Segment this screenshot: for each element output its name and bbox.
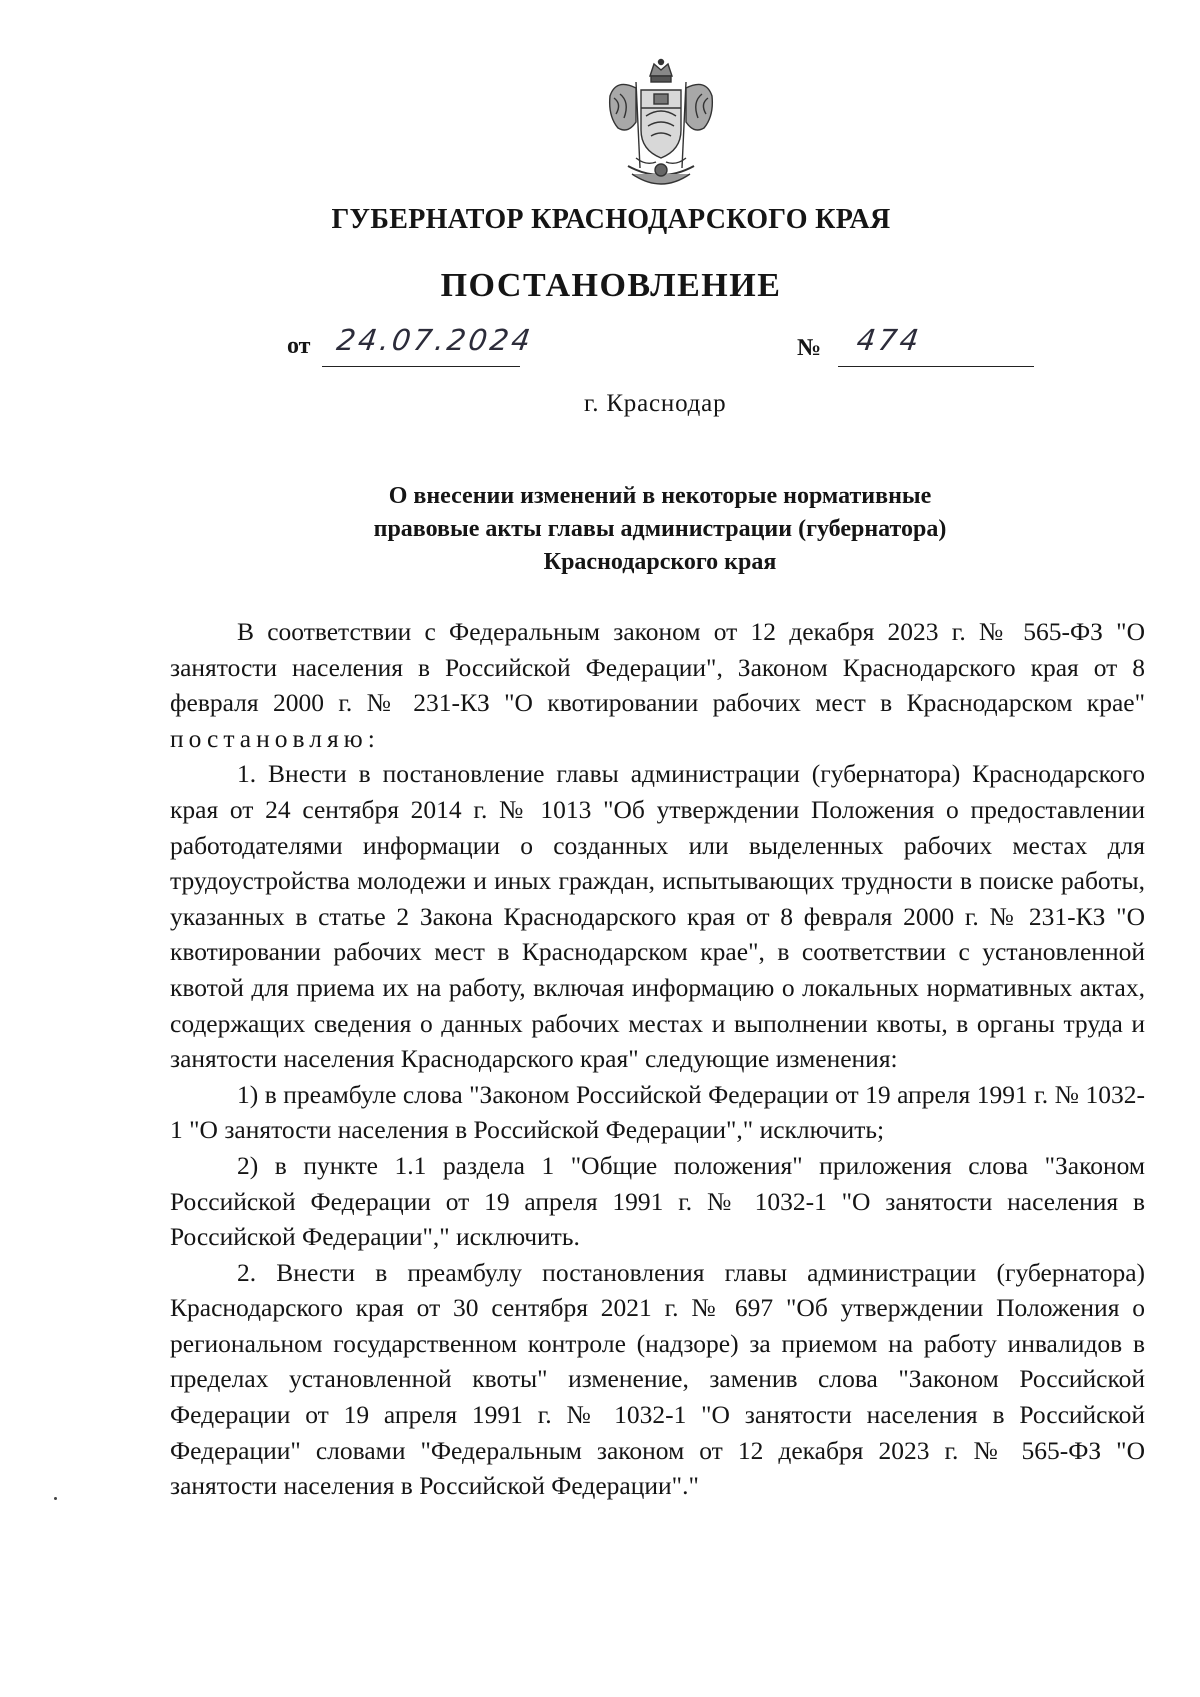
- preamble-text: В соответствии с Федеральным законом от 12 декабря 2023 г. № 565-ФЗ "О занятости населения в Российской Федерации", Законом Краснодарского края от 8 февраля 2000 г. № 231-КЗ "О квотировании рабочих мест в Краснодарском крае": [170, 617, 1145, 718]
- title-line: Краснодарского края: [543, 549, 777, 575]
- coat-of-arms-icon: [606, 58, 716, 198]
- date-underline: [322, 366, 520, 367]
- paragraph-item-2: 2. Внести в преамбулу постановления главы администрации (губернатора) Краснодарского края от 30 сентября 2021 г. № 697 "Об утверждении Положения о региональном государственном контроле (надзоре) за приемом на работу инвалидов в пределах установленной квоты" изменение, заменив слова "Законом Российской Федерации от 19 апреля 1991 г. № 1032-1 "О занятости населения в Российской Федерации" словами "Федеральным законом от 12 декабря 2023 г. № 565-ФЗ "О занятости населения в Российской Федерации".": [170, 1257, 1145, 1501]
- city: г. Краснодар: [584, 390, 727, 417]
- paragraph-subitem-2: 2) в пункте 1.1 раздела 1 "Общие положения" приложения слова "Законом Российской Федерации от 19 апреля 1991 г. № 1032-1 "О занятости населения в Российской Федерации"," исключить.: [170, 1150, 1145, 1252]
- date-label: от: [287, 333, 311, 359]
- document-title: [290, 480, 1030, 579]
- document-body: [170, 614, 1145, 1504]
- paragraph-item-1: 1. Внести в постановление главы администрации (губернатора) Краснодарского края от 24 сентября 2014 г. № 1013 "Об утверждении Положения о предоставлении работодателями информации о созданных или выделенных рабочих местах для трудоустройства молодежи и иных граждан, испытывающих трудности в поиске работы, указанных в статье 2 Закона Краснодарского края от 8 февраля 2000 г. № 231-КЗ "О квотировании рабочих мест в Краснодарском крае", в соответствии с установленной квотой для приема их на работу, включая информацию о локальных нормативных актах, содержащих сведения о данных рабочих местах и выполнении квоты, в органы труда и занятости населения Краснодарского края" следующие изменения:: [170, 759, 1145, 1074]
- title-line: О внесении изменений в некоторые нормативные: [388, 483, 932, 509]
- handwritten-date: 24.07.2024: [334, 323, 536, 357]
- number-label: №: [797, 335, 822, 361]
- document-type: ПОСТАНОВЛЕНИЕ: [440, 267, 782, 304]
- scan-speck: [54, 1497, 57, 1500]
- title-line: правовые акты главы администрации (губернатора): [373, 516, 947, 542]
- number-underline: [838, 366, 1034, 367]
- issuing-authority: ГУБЕРНАТОР КРАСНОДАРСКОГО КРАЯ: [331, 204, 891, 235]
- paragraph-subitem-1: 1) в преамбуле слова "Законом Российской Федерации от 19 апреля 1991 г. № 1032-1 "О занятости населения в Российской Федерации"," исключить;: [170, 1079, 1145, 1145]
- resolve-word: постановляю:: [170, 723, 380, 753]
- handwritten-number: 474: [854, 323, 924, 357]
- paragraph-preamble: [170, 614, 1145, 756]
